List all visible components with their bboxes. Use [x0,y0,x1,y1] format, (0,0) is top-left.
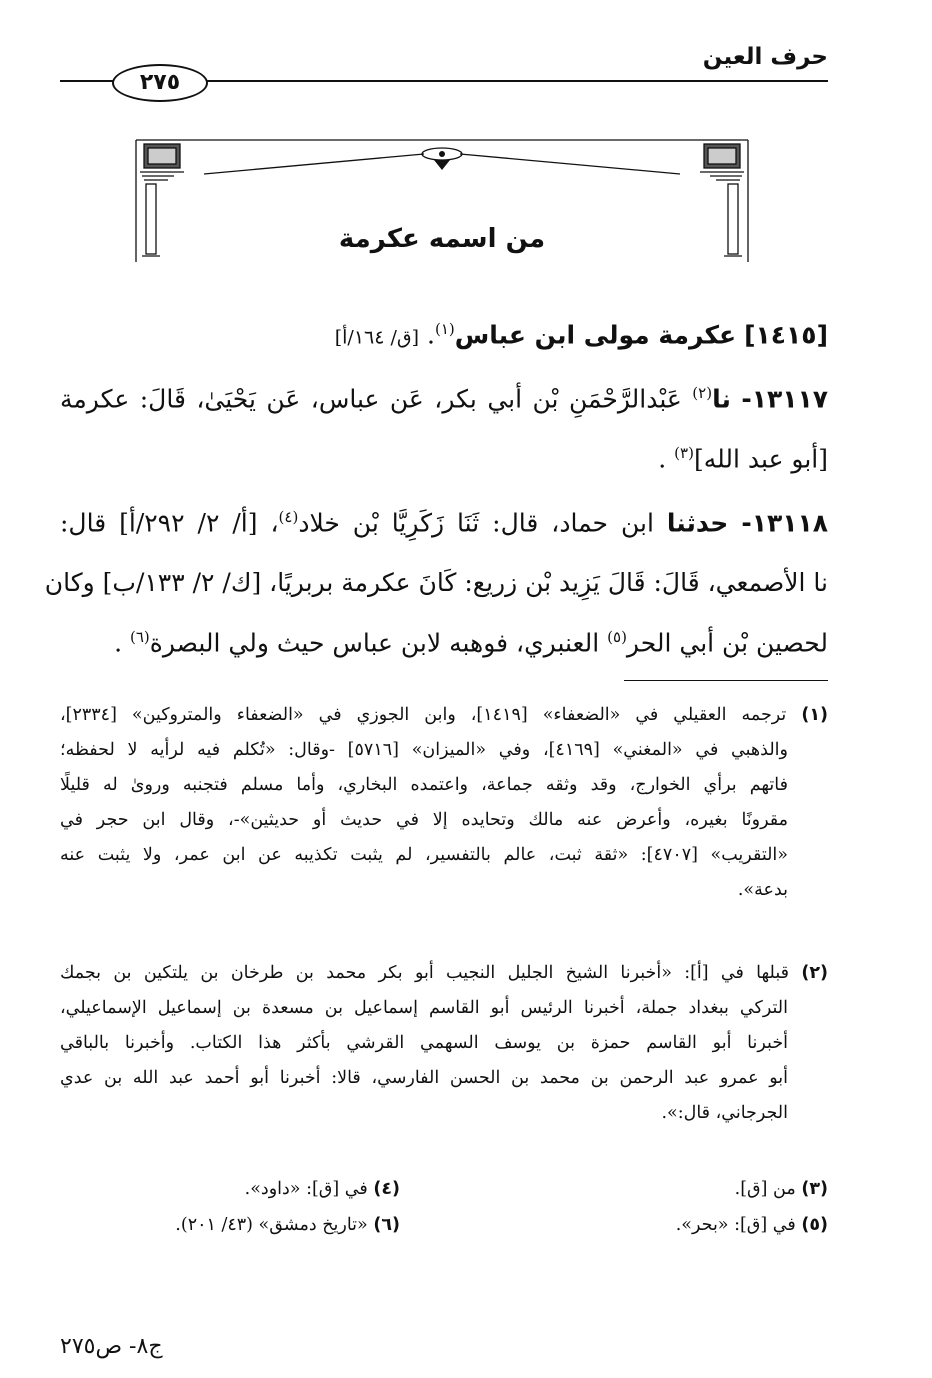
footnote-number: (٤) [373,1179,400,1199]
footnote-ref-2: (٢) [692,384,713,402]
chapter-title: حرف العين [702,44,828,70]
footnote-number: (٥) [801,1215,828,1235]
footnote-line: والذهبي في «المغني» [٤١٦٩]، وفي «الميزان» [٥٧١٦] -وقال: «تُكلم فيه لرأيه لا لحفظه؛ [60,740,788,760]
footnote-line: الجرجاني، قال:». [661,1103,788,1123]
footnote-5 [468,1208,828,1243]
footnote-ref-5: (٥) [607,628,627,646]
footnote-line: التركي ببغداد جملة، أخبرنا الرئيس أبو القاسم إسماعيل بن مسعدة بن إسماعيل الإسماعيلي، [60,998,788,1018]
footnote-text: في [ق]: «داود». [244,1179,368,1199]
hadith-text: العنبري، فوهبه لابن عباس حيث ولي البصرة [149,628,600,658]
source-ref: [ق/ ١٦٤/أ] [334,326,420,349]
hadith-text: ابن حماد، قال: ثَنَا زَكَرِيَّا بْن خلاد [298,508,654,538]
footnote-ref-6: (٦) [129,628,150,646]
hadith-end: . [658,444,667,474]
footnote-6 [60,1208,400,1243]
section-title: من اسمه عكرمة [338,224,546,254]
footnote-line: قبلها في [أ]: «أخبرنا الشيخ الجليل النجيب أبو بكر محمد بن طرخان بن يلتكين بن بجمك [60,963,789,983]
footnote-2 [60,956,828,1131]
narration-word: حدثنا [666,508,729,538]
hadith-end: . [114,628,123,658]
hadith-number: ١٣١١٧- [741,384,828,414]
footnote-1 [60,698,828,908]
narration-word: نا [712,384,731,414]
footnote-text: «تاريخ دمشق» (٤٣/ ٢٠١). [175,1215,368,1235]
footnote-ref-3: (٣) [674,444,694,462]
footnote-line: ترجمه العقيلي في «الضعفاء» [١٤١٩]، وابن الجوزي في «الضعفاء والمتروكين» [٢٣٣٤]، [60,705,787,725]
hadith-text: [أبو عبد الله] [693,444,828,474]
hadith-3117-line-1 [60,384,828,413]
page-number: ٢٧٥ [112,64,208,102]
hadith-3117-line-2 [60,444,828,473]
footnote-line: بدعة». [737,880,788,900]
entry-number: [١٤١٥] [744,320,828,350]
entry-name: عكرمة مولى ابن عباس [454,320,737,350]
footnote-number: (٣) [801,1179,828,1199]
volume-page-footer: ج٨- ص٢٧٥ [60,1334,163,1359]
footnote-4 [60,1172,400,1207]
entry-heading: [١٤١٥] عكرمة مولى ابن عباس$^{(١)}$. [ق/ ١٦٤/أ] [334,320,828,350]
hadith-text: ، [أ/ ٢/ ٢٩٢/أ] قال: [60,508,279,538]
footnote-3 [468,1172,828,1207]
footnote-text: من [ق]. [734,1179,796,1199]
footnote-number: (٢) [801,963,828,983]
hadith-3118-line-1 [60,508,828,537]
footnote-line: «التقريب» [٤٧٠٧]: «ثقة ثبت، عالم بالتفسير، لم يثبت تكذيبه عن ابن عمر، ولا يثبت عنه [60,845,788,865]
footnote-number: (٦) [373,1215,400,1235]
footnote-line: فاتهم برأي الخوارج، وقد وثقه جماعة، واعتمده البخاري، وأما مسلم فتجنبه وروىٰ له قليلًا [60,775,788,795]
footnote-ref-1: (١) [434,320,455,338]
hadith-text: لحصين بْن أبي الحر [626,628,828,658]
hadith-number: ١٣١١٨- [741,508,829,538]
hadith-3118-line-2 [44,568,828,597]
footnote-ref-4: (٤) [278,508,299,526]
hadith-3118-line-3 [60,628,828,657]
footnote-number: (١) [801,705,828,725]
footnote-line: أخبرنا أبو القاسم حمزة بن يوسف السهمي القرشي بأكثر هذا الكتاب. وأخبرنا بالباقي [60,1033,788,1053]
hadith-text: نا الأصمعي، قَالَ: قَالَ يَزِيد بْن زريع: كَانَ عكرمة بربريًا، [ك/ ٢/ ١٣٣/ب] وكان [44,568,828,597]
footnote-line: أبو عمرو عبد الرحمن بن محمد بن الحسن الفارسي، قالا: أخبرنا أبو أحمد عبد الله بن عدي [60,1068,788,1088]
footnote-text: في [ق]: «بحر». [675,1215,796,1235]
hadith-text: عَبْدالرَّحْمَنِ بْن أبي بكر، عَن عباس، عَن يَحْيَىٰ، قَالَ: عكرمة [60,384,682,414]
footnote-line: مقرونًا بغيره، وأعرض عنه مالك وتحايده إلا في حديث أو حديثين»-، وقال ابن حجر في [60,810,788,830]
footnote-rule [624,680,828,681]
